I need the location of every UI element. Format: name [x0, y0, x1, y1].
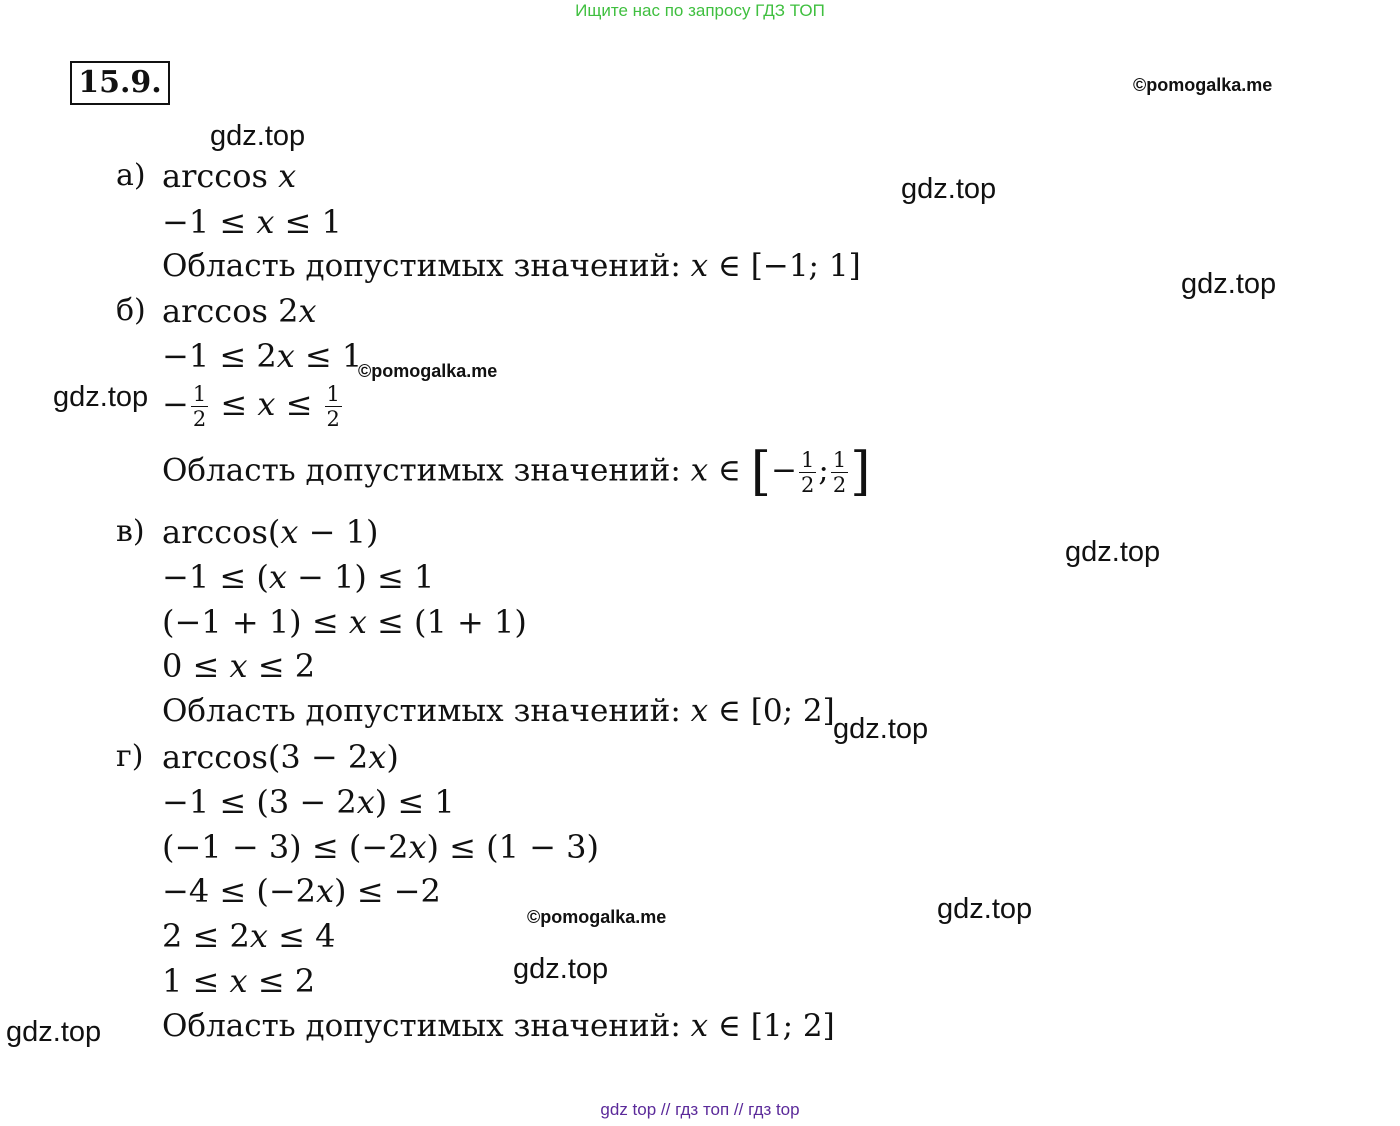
- part-b-expression: arccos 2𝑥: [162, 292, 317, 330]
- watermark: gdz.top: [901, 173, 997, 205]
- part-c-step: (−1 + 1) ≤ 𝑥 ≤ (1 + 1): [162, 603, 527, 641]
- part-a-answer: [162, 248, 861, 284]
- part-b-fraction-step: [162, 382, 344, 431]
- answer-var: 𝑥 ∈: [690, 452, 751, 489]
- answer-value: 𝑥 ∈ [1; 2]: [690, 1008, 835, 1044]
- odz-prefix: Область допустимых значений:: [162, 452, 691, 489]
- minus-sign: −: [162, 385, 189, 423]
- problem-number: 15.9.: [70, 61, 170, 105]
- part-b-label: б): [116, 293, 146, 328]
- part-b-answer: Область допустимых значений: 𝑥 ∈ [− $\frac{1}{2}$ ; $\frac{1}{2}$ ]: [162, 442, 871, 502]
- part-d-step: (−1 − 3) ≤ (−2𝑥) ≤ (1 − 3): [162, 828, 599, 866]
- part-c-expression: arccos(𝑥 − 1): [162, 513, 379, 551]
- footer-links: gdz top // гдз топ // гдз top: [600, 1100, 800, 1119]
- watermark: gdz.top: [1065, 536, 1161, 568]
- answer-value: 𝑥 ∈ [0; 2]: [690, 693, 835, 729]
- watermark: gdz.top: [210, 120, 306, 152]
- part-d-expression: arccos(3 − 2𝑥): [162, 738, 399, 776]
- watermark: gdz.top: [6, 1016, 102, 1048]
- part-a-label: а): [116, 158, 146, 193]
- copyright-mark: ©pomogalka.me: [527, 907, 667, 927]
- answer-value: 𝑥 ∈ [−1; 1]: [690, 248, 861, 284]
- part-d-step: −4 ≤ (−2𝑥) ≤ −2: [162, 872, 441, 910]
- part-c-step: 0 ≤ 𝑥 ≤ 2: [162, 647, 316, 685]
- odz-prefix: Область допустимых значений:: [162, 693, 691, 729]
- inequality: ≤ 𝑥 ≤: [220, 385, 313, 423]
- odz-prefix: Область допустимых значений:: [162, 1008, 691, 1044]
- part-a-expression: arccos 𝑥: [162, 157, 297, 195]
- part-d-step: 1 ≤ 𝑥 ≤ 2: [162, 962, 316, 1000]
- watermark: gdz.top: [937, 893, 1033, 925]
- watermark: gdz.top: [833, 713, 929, 745]
- odz-prefix: Область допустимых значений:: [162, 248, 691, 284]
- fraction: $\frac{1}{2}$: [192, 382, 207, 431]
- copyright-mark: ©pomogalka.me: [358, 361, 498, 381]
- watermark: gdz.top: [1181, 268, 1277, 300]
- top-banner: Ищите нас по запросу ГДЗ ТОП: [575, 1, 825, 20]
- part-d-step: −1 ≤ (3 − 2𝑥) ≤ 1: [162, 783, 455, 821]
- part-d-answer: [162, 1008, 835, 1044]
- watermark: gdz.top: [513, 953, 609, 985]
- part-b-step: −1 ≤ 2𝑥 ≤ 1: [162, 337, 363, 375]
- part-a-step: −1 ≤ 𝑥 ≤ 1: [162, 203, 342, 241]
- part-d-label: г): [116, 739, 144, 774]
- watermark: gdz.top: [53, 381, 149, 413]
- part-d-step: 2 ≤ 2𝑥 ≤ 4: [162, 917, 336, 955]
- part-c-answer: [162, 693, 835, 729]
- fraction: $\frac{1}{2}$: [832, 447, 847, 497]
- copyright-mark: ©pomogalka.me: [1133, 75, 1273, 95]
- fraction: $\frac{1}{2}$: [801, 447, 815, 497]
- part-c-label: в): [116, 514, 145, 549]
- part-c-step: −1 ≤ (𝑥 − 1) ≤ 1: [162, 558, 435, 596]
- fraction: $\frac{1}{2}$: [326, 382, 340, 431]
